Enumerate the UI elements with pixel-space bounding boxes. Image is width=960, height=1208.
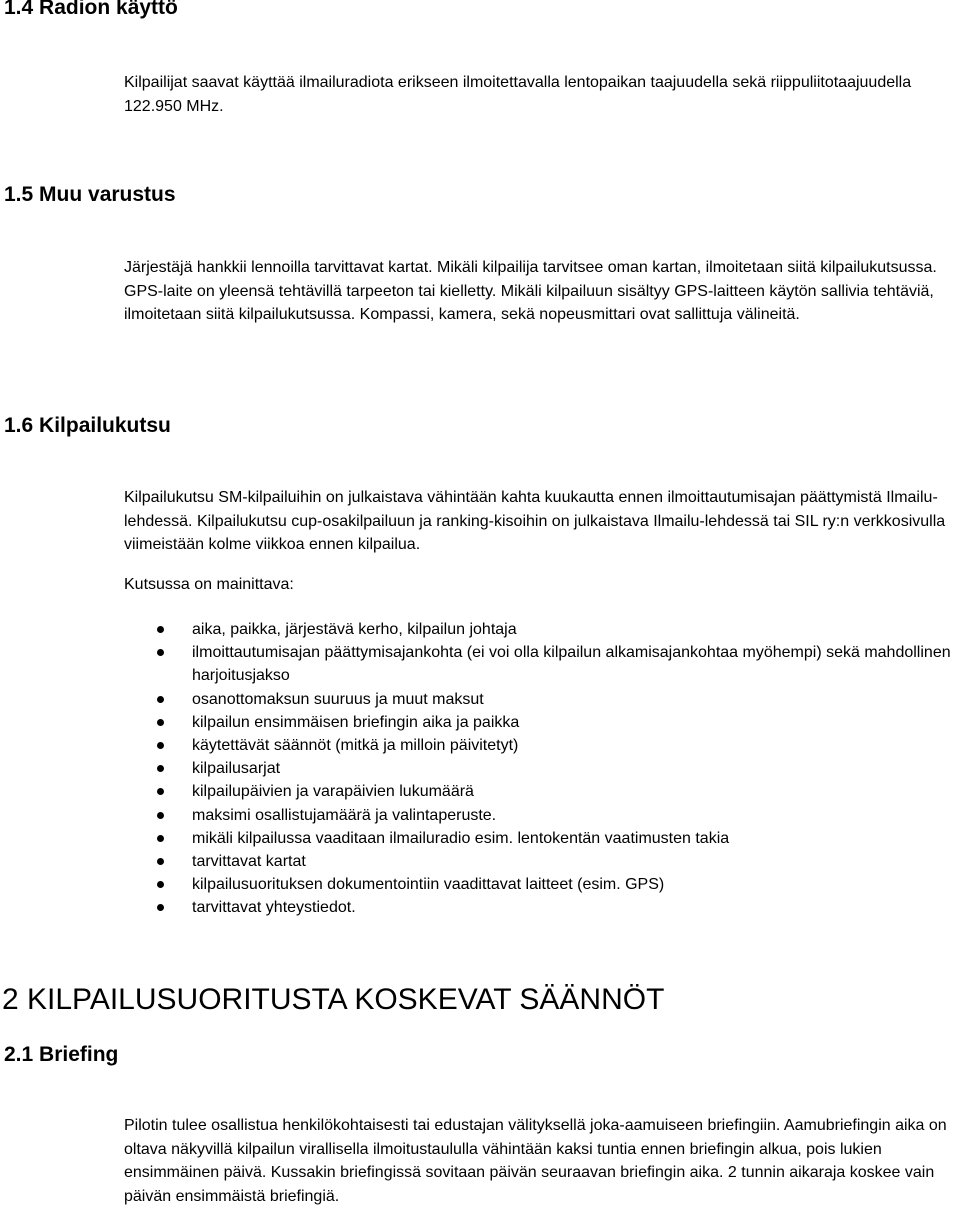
list-item-text: kilpailupäivien ja varapäivien lukumäärä [192, 783, 474, 801]
list-item-text: kilpailun ensimmäisen briefingin aika ja paikka [192, 713, 520, 731]
paragraph-invitation: Kilpailukutsu SM-kilpailuihin on julkaistava vähintään kahta kuukautta ennen ilmoittautumisajan päättymistä Ilmailu-lehdessä. Kilpailukutsu cup-osakilpailuun ja ranking-kisoihin on julkaistava Ilmailu-lehdessä tai SIL ry:n verkkosivulla viimeistään kolme viikkoa ennen kilpailua. [124, 489, 946, 553]
paragraph-other-equipment: Järjestäjä hankkii lennoilla tarvittavat kartat. Mikäli kilpailija tarvitsee oman kartan, ilmoitetaan siitä kilpailukutsussa. GPS-laite on yleensä tehtävillä tarpeeton tai kielletty. Mikäli kilpailuun sisältyy GPS-laitteen käytön sallivia tehtäviä, ilmoitetaan siitä kilpailukutsussa. Kompassi, kamera, sekä nopeusmittari ovat sallittuja välineitä. [124, 259, 937, 323]
list-item [124, 711, 958, 734]
heading-1-5: 1.5 Muu varustus [4, 183, 176, 206]
list-item-text: kilpailusuorituksen dokumentointiin vaadittavat laitteet (esim. GPS) [192, 876, 665, 894]
paragraph-briefing: Pilotin tulee osallistua henkilökohtaisesti tai edustajan välityksellä joka-aamuiseen briefingiin. Aamubriefingin aika on oltava näkyvillä kilpailun virallisella ilmoitustaululla vähintään kaksi tuntia ennen briefingin alkua, pois lukien ensimmäinen päivä. Kussakin briefingissä sovitaan päivän seuraavan briefingin aika. 2 tunnin aikaraja koskee vain päivän ensimmäistä briefingiä. [124, 1117, 947, 1205]
list-item [124, 896, 958, 919]
bullet-icon [157, 649, 164, 656]
bullet-icon [157, 835, 164, 842]
list-item [124, 850, 958, 873]
list-item [124, 734, 958, 757]
heading-1-6: 1.6 Kilpailukutsu [4, 414, 171, 437]
list-item-text: osanottomaksun suuruus ja muut maksut [192, 690, 484, 708]
paragraph-radio-usage: Kilpailijat saavat käyttää ilmailuradiota erikseen ilmoitettavalla lentopaikan taajuudella sekä riippuliitotaajuudella 122.950 MHz. [124, 74, 912, 115]
heading-2-1: 2.1 Briefing [4, 1043, 119, 1066]
bullet-icon [157, 858, 164, 865]
list-item-text: käytettävät säännöt (mitkä ja milloin päivitetyt) [192, 737, 519, 755]
heading-1-4: 1.4 Radion käyttö [4, 0, 178, 19]
list-item [124, 804, 958, 827]
list-item-text: kilpailusarjat [192, 760, 281, 778]
bullet-icon [157, 696, 164, 703]
list-item-text: maksimi osallistujamäärä ja valintaperuste. [192, 806, 497, 824]
bullet-icon [157, 812, 164, 819]
bullet-icon [157, 904, 164, 911]
chapter-2-heading: 2 KILPAILUSUORITUSTA KOSKEVAT SÄÄNNÖT [2, 983, 665, 1016]
bullet-icon [157, 742, 164, 749]
list-item [124, 873, 958, 896]
list-item [124, 827, 958, 850]
invitation-requirements-list [124, 618, 958, 920]
list-intro: Kutsussa on mainittava: [124, 576, 294, 593]
list-item [124, 618, 958, 641]
bullet-icon [157, 719, 164, 726]
list-item [124, 780, 958, 803]
bullet-icon [157, 626, 164, 633]
list-item-text: aika, paikka, järjestävä kerho, kilpailun johtaja [192, 621, 517, 638]
list-item [124, 641, 958, 687]
bullet-icon [157, 788, 164, 795]
list-item-text: tarvittavat kartat [192, 853, 306, 871]
list-item [124, 688, 958, 711]
list-item [124, 757, 958, 780]
bullet-icon [157, 881, 164, 888]
list-item-text: ilmoittautumisajan päättymisajankohta (ei voi olla kilpailun alkamisajankohtaa myöhempi) sekä mahdollinen harjoitusjakso [192, 644, 951, 685]
list-item-text: mikäli kilpailussa vaaditaan ilmailuradio esim. lentokentän vaatimusten takia [192, 829, 730, 847]
list-item-text: tarvittavat yhteystiedot. [192, 899, 356, 917]
bullet-icon [157, 765, 164, 772]
